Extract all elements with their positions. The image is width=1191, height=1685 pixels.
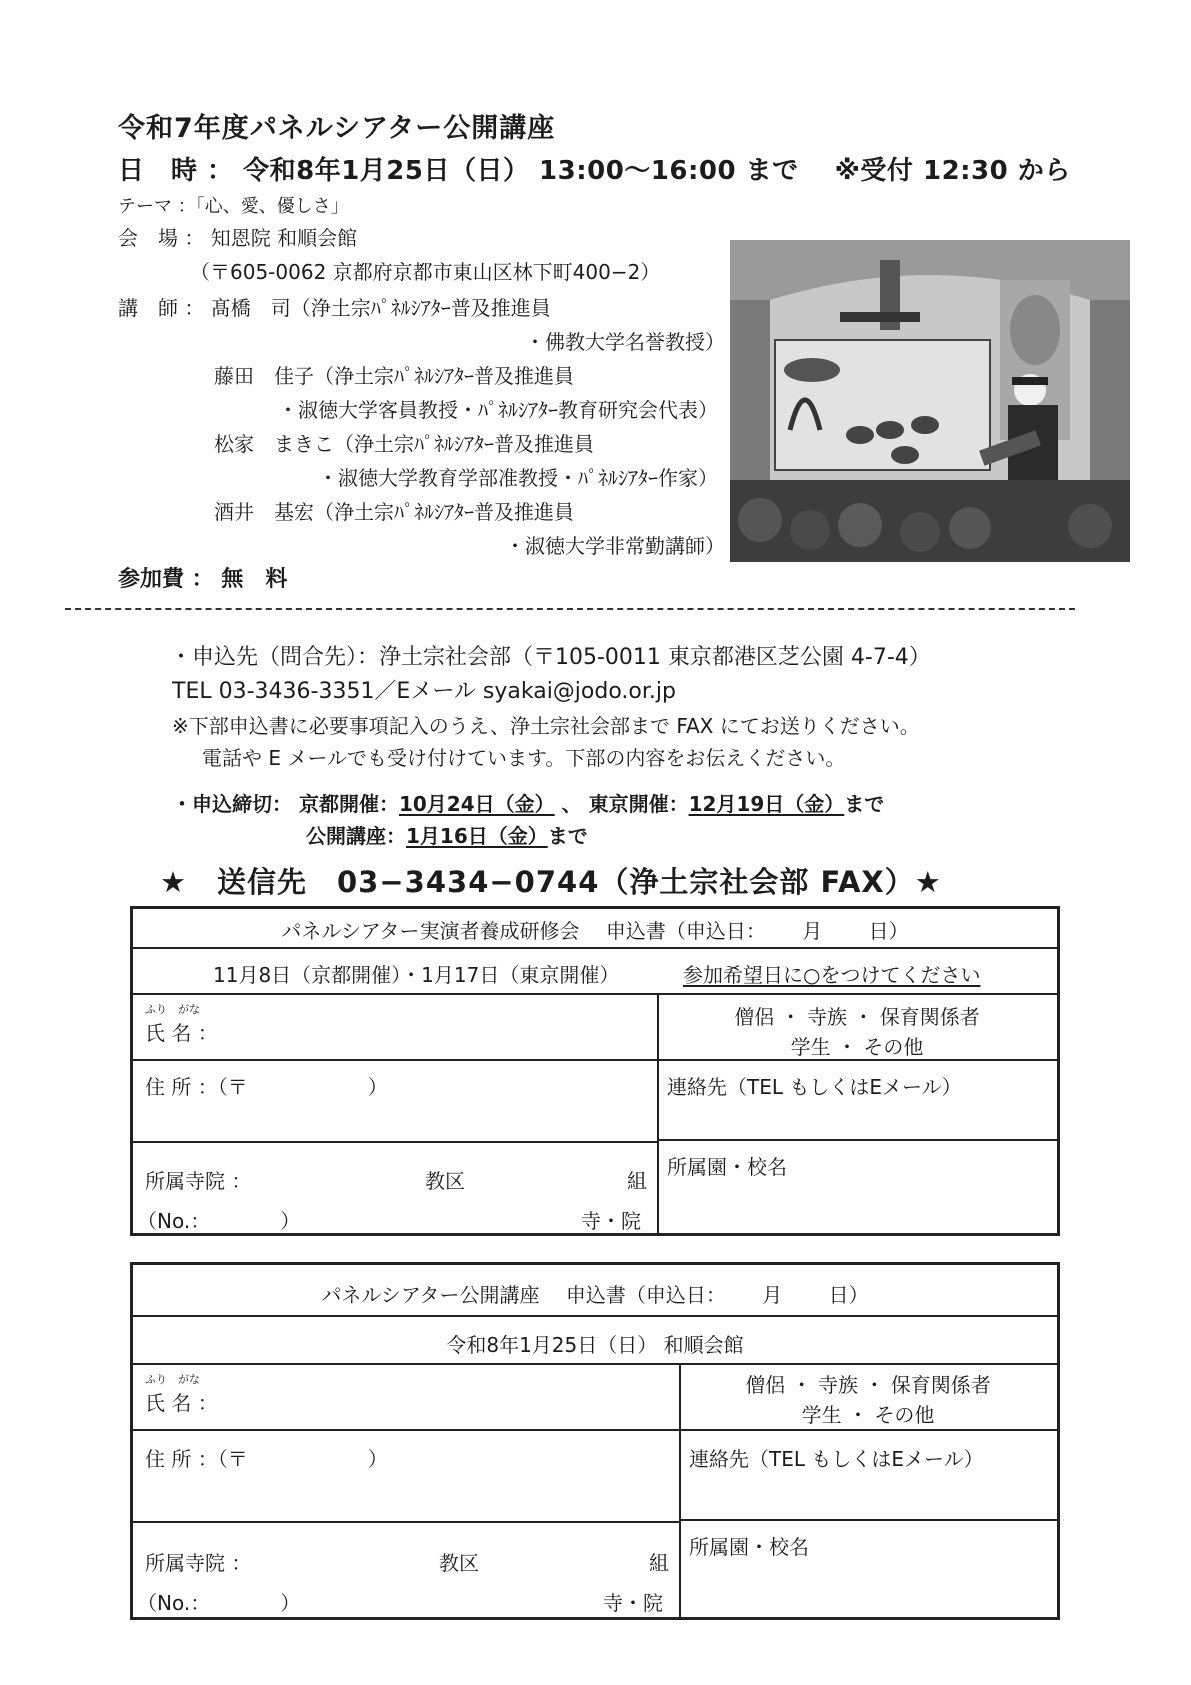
form1-contact-field[interactable]: 連絡先（TEL もしくはEメール）: [667, 1075, 962, 1099]
form2-kumi-label: 組: [649, 1551, 669, 1575]
tokyo-label: 東京開催：: [588, 792, 689, 816]
form2-address-field[interactable]: 住 所 ：（〒 ）: [145, 1447, 388, 1471]
deadline-separator: 、: [561, 792, 582, 816]
koukai-date: 1月16日（金）: [406, 824, 548, 848]
form2-jiin-label: 寺・院: [603, 1591, 663, 1615]
form2-category-2[interactable]: 学生 ・ その他: [801, 1403, 935, 1427]
dashed-divider: [65, 608, 1075, 610]
form2-name-field[interactable]: 氏 名 ：: [145, 1391, 218, 1415]
deadline-label: ・申込締切：: [172, 792, 292, 816]
lecturer-1: 講 師 ： 髙橋 司（浄土宗ﾊﾟﾈﾙｼｱﾀｰ普及推進員: [118, 296, 551, 320]
koukai-label: 公開講座：: [306, 824, 406, 848]
lecturer-2: 藤田 佳子（浄土宗ﾊﾟﾈﾙｼｱﾀｰ普及推進員: [214, 364, 574, 388]
panel-theater-photo-image: [730, 240, 1130, 562]
contact-note-2: 電話や E メールでも受け付けています。下部の内容をお伝えください。: [202, 746, 846, 770]
lecturer-2-title: ・淑徳大学客員教授・ﾊﾟﾈﾙｼｱﾀｰ教育研究会代表）: [278, 398, 718, 422]
form1-name-field[interactable]: 氏 名 ：: [145, 1021, 218, 1045]
contact-address: ・申込先（問合先）：浄土宗社会部（〒105-0011 東京都港区芝公園 4-7-4）: [170, 645, 931, 670]
form1-kumi-label: 組: [627, 1169, 647, 1193]
kyoto-date: 10月24日（金）: [398, 792, 555, 816]
form1-category-2[interactable]: 学生 ・ その他: [790, 1035, 924, 1059]
deadline-made-2: まで: [547, 824, 588, 848]
application-form-lecture: [130, 1262, 1060, 1620]
form1-jiin-label: 寺・院: [581, 1209, 641, 1233]
form1-name-ruby: ふり がな: [145, 1003, 200, 1016]
form1-header: パネルシアター実演者養成研修会 申込書（申込日： 月 日）: [281, 919, 909, 943]
form2-name-ruby: ふり がな: [145, 1373, 200, 1386]
deadline-line-2: [306, 820, 588, 849]
form2-header: パネルシアター公開講座 申込書（申込日： 月 日）: [321, 1283, 869, 1307]
form2-category-1[interactable]: 僧侶 ・ 寺族 ・ 保育関係者: [745, 1373, 991, 1397]
form1-category-1[interactable]: 僧侶 ・ 寺族 ・ 保育関係者: [734, 1005, 980, 1029]
form1-dates: 11月8日（京都開催）・1月17日（東京開催）: [213, 963, 620, 987]
application-form-training: [130, 906, 1060, 1236]
kyoto-label: 京都開催：: [298, 792, 399, 816]
tokyo-date: 12月19日（金）: [688, 792, 845, 816]
event-title: 令和7年度パネルシアター公開講座: [118, 113, 556, 144]
fax-destination: ★ 送信先 03−3434−0744（浄土宗社会部 FAX）★: [160, 865, 942, 899]
form2-school-field[interactable]: 所属園・校名: [689, 1535, 809, 1559]
lecturer-3: 松家 まきこ（浄土宗ﾊﾟﾈﾙｼｱﾀｰ普及推進員: [214, 432, 594, 456]
lecturer-1-title: ・佛教大学名誉教授）: [525, 330, 725, 354]
event-datetime: 日 時 ： 令和8年1月25日（日） 13:00〜16:00 まで ※受付 12:30 から: [118, 156, 1071, 186]
contact-tel-email: TEL 03-3436-3351／Eメール syakai@jodo.or.jp: [172, 679, 676, 704]
form1-kyouku-label: 教区: [425, 1169, 465, 1193]
form2-dates: 令和8年1月25日（日） 和順会館: [446, 1333, 744, 1357]
event-fee: 参加費 ： 無 料: [118, 567, 288, 592]
form2-temple-field[interactable]: 所属寺院 ：: [145, 1551, 252, 1575]
form1-address-field[interactable]: 住 所 ：（〒 ）: [145, 1075, 388, 1099]
lecturer-4-title: ・淑徳大学非常勤講師）: [505, 534, 725, 558]
event-photo: [730, 240, 1130, 562]
deadline-line-1: [172, 788, 884, 817]
form2-kyouku-label: 教区: [439, 1551, 479, 1575]
event-address: （〒605-0062 京都府京都市東山区林下町400−2）: [190, 260, 661, 284]
lecturer-3-title: ・淑徳大学教育学部准教授・ﾊﾟﾈﾙｼｱﾀｰ作家）: [318, 466, 718, 490]
form1-school-field[interactable]: 所属園・校名: [667, 1155, 787, 1179]
form1-number-field[interactable]: （No.： ）: [137, 1209, 301, 1233]
deadline-made-1: まで: [844, 792, 885, 816]
form2-contact-field[interactable]: 連絡先（TEL もしくはEメール）: [689, 1447, 984, 1471]
event-theme: テーマ ：「心、愛、優しさ」: [118, 196, 349, 217]
form1-dates-note: 参加希望日に○をつけてください: [683, 963, 981, 987]
form1-temple-field[interactable]: 所属寺院 ：: [145, 1169, 252, 1193]
form2-number-field[interactable]: （No.： ）: [137, 1591, 301, 1615]
contact-note-1: ※下部申込書に必要事項記入のうえ、浄土宗社会部まで FAX にてお送りください。: [172, 714, 920, 738]
lecturer-4: 酒井 基宏（浄土宗ﾊﾟﾈﾙｼｱﾀｰ普及推進員: [214, 500, 574, 524]
event-venue: 会 場 ： 知恩院 和順会館: [118, 226, 358, 250]
